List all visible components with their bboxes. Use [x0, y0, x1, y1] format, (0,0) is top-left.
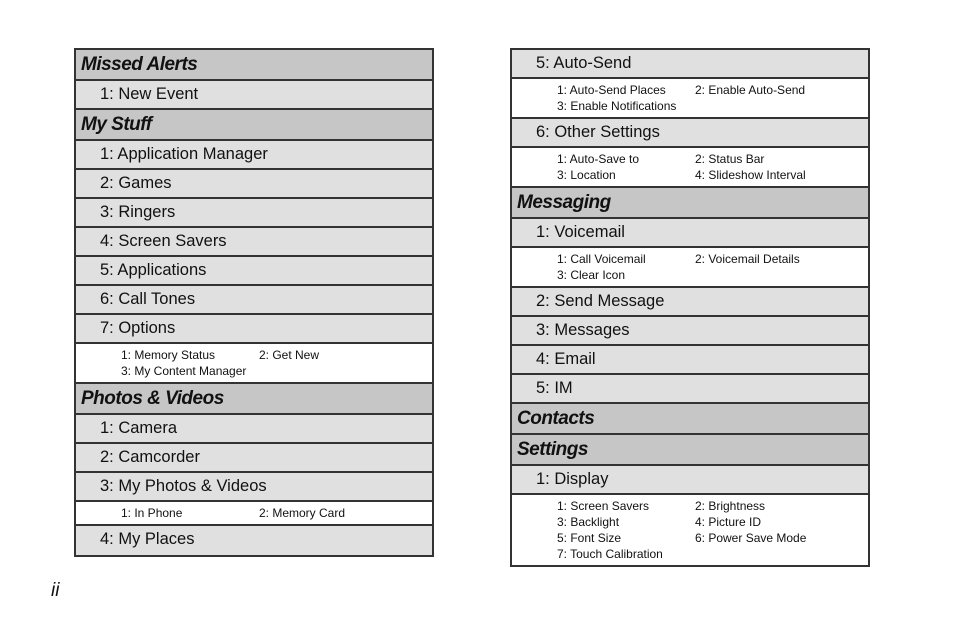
menu-item-2-camcorder: 2: Camcorder [76, 444, 432, 473]
menu-table-right [510, 48, 870, 567]
menu-item-4-screen-savers: 4: Screen Savers [76, 228, 432, 257]
menu-item-6-call-tones: 6: Call Tones [76, 286, 432, 315]
submenu-item-7-touch-calibration: 7: Touch Calibration [557, 547, 663, 561]
submenu-list [512, 248, 868, 288]
submenu-item-1-screen-savers: 1: Screen Savers [557, 499, 650, 513]
submenu-list [76, 344, 432, 384]
submenu-item-6-power-save-mode: 6: Power Save Mode [695, 531, 807, 545]
submenu-item-4-slideshow-interval: 4: Slideshow Interval [695, 168, 806, 182]
menu-item-5-im: 5: IM [512, 375, 868, 404]
submenu-item-3-clear-icon: 3: Clear Icon [557, 268, 626, 282]
menu-item-1-camera: 1: Camera [76, 415, 432, 444]
submenu-item-4-picture-id: 4: Picture ID [695, 515, 762, 529]
submenu-item-3-my-content-manager: 3: My Content Manager [121, 364, 247, 378]
menu-item-3-messages: 3: Messages [512, 317, 868, 346]
menu-item-1-application-manager: 1: Application Manager [76, 141, 432, 170]
submenu-item-2-memory-card: 2: Memory Card [259, 506, 346, 520]
submenu-item-1-auto-save-to: 1: Auto-Save to [557, 152, 640, 166]
menu-item-4-my-places: 4: My Places [76, 526, 432, 555]
submenu-item-3-enable-notifications: 3: Enable Notifications [557, 99, 677, 113]
menu-item-4-email: 4: Email [512, 346, 868, 375]
page-number: ii [51, 580, 60, 601]
section-header-photos-and-videos: Photos & Videos [76, 384, 432, 415]
section-header-my-stuff: My Stuff [76, 110, 432, 141]
submenu-item-1-auto-send-places: 1: Auto-Send Places [557, 83, 666, 97]
submenu-item-2-status-bar: 2: Status Bar [695, 152, 765, 166]
menu-item-1-new-event: 1: New Event [76, 81, 432, 110]
submenu-item-5-font-size: 5: Font Size [557, 531, 622, 545]
submenu-list [512, 148, 868, 188]
submenu-item-1-memory-status: 1: Memory Status [121, 348, 216, 362]
menu-item-2-games: 2: Games [76, 170, 432, 199]
section-header-contacts: Contacts [512, 404, 868, 435]
menu-item-5-applications: 5: Applications [76, 257, 432, 286]
menu-item-3-my-photos-and-videos: 3: My Photos & Videos [76, 473, 432, 502]
submenu-item-1-call-voicemail: 1: Call Voicemail [557, 252, 646, 266]
menu-item-5-auto-send: 5: Auto-Send [512, 50, 868, 79]
submenu-item-3-backlight: 3: Backlight [557, 515, 620, 529]
submenu-item-2-brightness: 2: Brightness [695, 499, 766, 513]
submenu-list [76, 502, 432, 526]
menu-item-7-options: 7: Options [76, 315, 432, 344]
section-header-messaging: Messaging [512, 188, 868, 219]
menu-item-6-other-settings: 6: Other Settings [512, 119, 868, 148]
submenu-item-1-in-phone: 1: In Phone [121, 506, 183, 520]
submenu-item-2-enable-auto-send: 2: Enable Auto-Send [695, 83, 806, 97]
submenu-list [512, 495, 868, 565]
menu-item-1-voicemail: 1: Voicemail [512, 219, 868, 248]
menu-table-left [74, 48, 434, 557]
menu-item-1-display: 1: Display [512, 466, 868, 495]
section-header-settings: Settings [512, 435, 868, 466]
submenu-item-2-get-new: 2: Get New [259, 348, 320, 362]
menu-item-3-ringers: 3: Ringers [76, 199, 432, 228]
submenu-item-3-location: 3: Location [557, 168, 616, 182]
submenu-item-2-voicemail-details: 2: Voicemail Details [695, 252, 800, 266]
section-header-missed-alerts: Missed Alerts [76, 50, 432, 81]
submenu-list [512, 79, 868, 119]
menu-item-2-send-message: 2: Send Message [512, 288, 868, 317]
